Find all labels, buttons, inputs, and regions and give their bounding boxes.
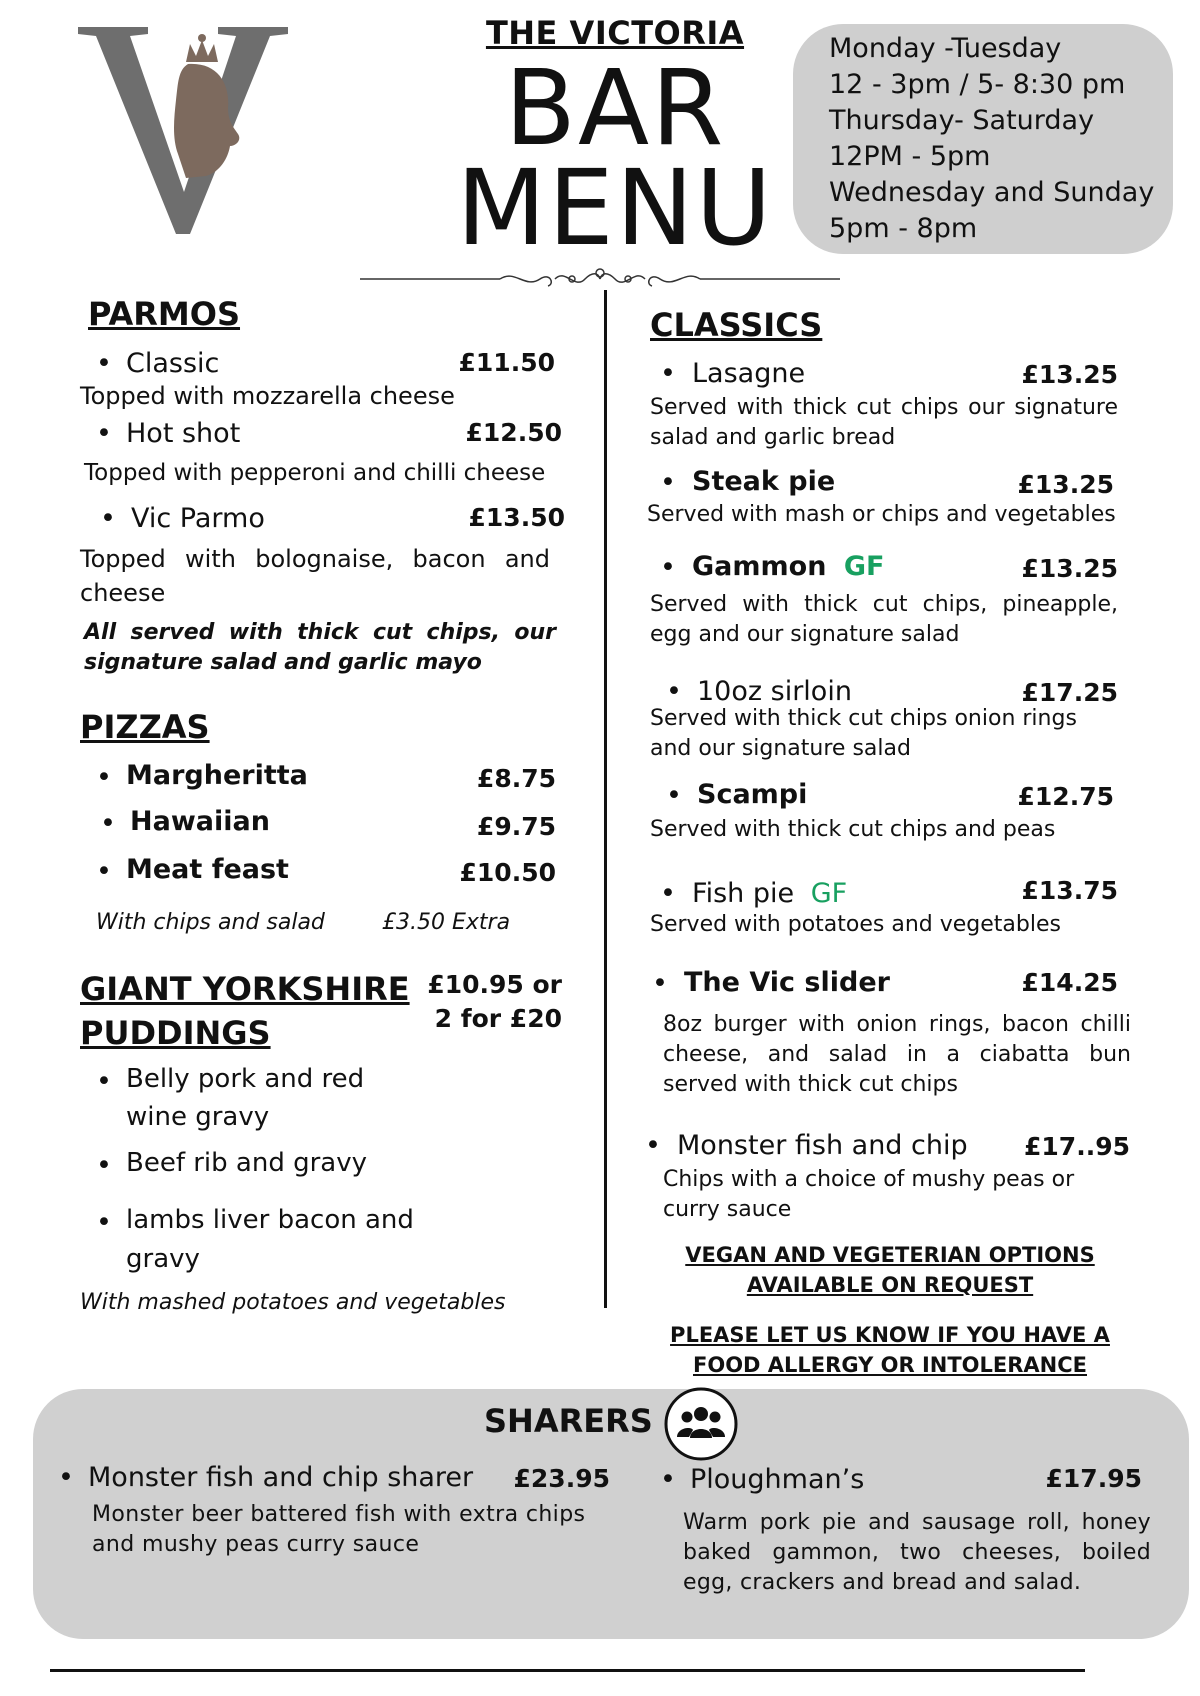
menu-item-price: £9.75 xyxy=(476,812,556,841)
sharer-item-description: Monster beer battered fish with extra chips and mushy peas curry sauce xyxy=(92,1502,586,1557)
yorkshire-price-line1: £10.95 or xyxy=(427,970,562,999)
menu-item-name: lambs liver bacon and xyxy=(126,1205,414,1235)
menu-item-description: Served with thick cut chips onion rings and our signature salad xyxy=(650,706,1077,761)
sharer-item-description: Warm pork pie and sausage roll, honey baked gammon, two cheeses, boiled egg, crackers and bread and salad. xyxy=(683,1510,1151,1595)
hours-line: 12 - 3pm / 5- 8:30 pm xyxy=(829,69,1126,100)
menu-item-description: 8oz burger with onion rings, bacon chilli cheese, and salad in a ciabatta bun served with thick cut chips xyxy=(663,1012,1131,1097)
menu-item-description: Served with thick cut chips, pineapple, egg and our signature salad xyxy=(650,592,1118,647)
menu-item-name: Classic xyxy=(126,348,220,379)
bullet: • xyxy=(660,358,676,389)
menu-item-name: Margheritta xyxy=(126,760,308,791)
bullet: • xyxy=(96,856,112,887)
menu-item-description: Topped with mozzarella cheese xyxy=(80,382,455,410)
bullet: • xyxy=(96,1207,112,1238)
menu-item-description: Served with thick cut chips and peas xyxy=(650,817,1056,842)
menu-item-description: Chips with a choice of mushy peas or curry sauce xyxy=(663,1167,1075,1222)
menu-item-name-line2: gravy xyxy=(126,1244,200,1274)
menu-item-price: £11.50 xyxy=(458,348,555,377)
hours-line: Thursday- Saturday xyxy=(829,105,1095,136)
bullet: • xyxy=(660,878,676,909)
menu-item-name-line2: wine gravy xyxy=(126,1102,270,1132)
title-bar: BAR xyxy=(504,47,726,169)
bullet: • xyxy=(100,808,116,839)
allergy-notice-line2: FOOD ALLERGY OR INTOLERANCE xyxy=(693,1353,1087,1377)
menu-item-description: Topped with pepperoni and chilli cheese xyxy=(84,460,546,486)
bullet: • xyxy=(96,1150,112,1181)
hours-line: 12PM - 5pm xyxy=(829,141,991,172)
menu-item-description: Served with potatoes and vegetables xyxy=(650,912,1061,937)
bullet: • xyxy=(660,467,676,498)
menu-item-price: £17..95 xyxy=(1024,1132,1130,1161)
allergy-notice xyxy=(650,1320,1130,1380)
section-heading-pizzas: PIZZAS xyxy=(80,708,210,746)
menu-item-price: £13.75 xyxy=(1021,876,1118,905)
section-heading-yorkshire-line1: GIANT YORKSHIRE xyxy=(80,970,410,1008)
menu-item-name: Hawaiian xyxy=(130,806,270,837)
menu-item-price: £8.75 xyxy=(476,764,556,793)
menu-item-price: £12.50 xyxy=(465,418,562,447)
title-menu: MENU xyxy=(456,147,774,269)
menu-item-description: Topped with bolognaise, bacon and cheese xyxy=(80,545,550,607)
bullet: • xyxy=(58,1462,74,1493)
menu-item-name: Lasagne xyxy=(692,358,806,389)
vegan-notice-line2: AVAILABLE ON REQUEST xyxy=(746,1273,1034,1297)
sharer-item-name: Ploughman’s xyxy=(690,1464,865,1495)
hours-line: 5pm - 8pm xyxy=(829,213,978,244)
yorkshire-note: With mashed potatoes and vegetables xyxy=(80,1290,506,1315)
section-heading-classics: CLASSICS xyxy=(650,306,823,344)
hours-line: Wednesday and Sunday xyxy=(829,177,1155,208)
menu-item-price: £10.50 xyxy=(459,858,556,887)
menu-item-price: £17.25 xyxy=(1021,678,1118,707)
menu-item-name: Fish pie xyxy=(692,878,795,909)
menu-item-name: Meat feast xyxy=(126,854,289,885)
menu-item-price: £12.75 xyxy=(1017,782,1114,811)
parmos-note: All served with thick cut chips, our signature salad and garlic mayo xyxy=(84,620,556,675)
ornament-divider-icon xyxy=(360,264,840,294)
menu-item-name: Gammon xyxy=(692,551,827,582)
opening-hours-box xyxy=(793,24,1173,254)
menu-item-name: Steak pie xyxy=(692,466,836,497)
menu-item-description: Served with mash or chips and vegetables xyxy=(647,502,1116,527)
column-divider xyxy=(604,290,607,1308)
vegan-notice xyxy=(650,1240,1130,1300)
gluten-free-badge: GF xyxy=(810,878,848,909)
menu-item-name: 10oz sirloin xyxy=(697,676,852,707)
menu-item-name: The Vic slider xyxy=(684,967,890,998)
section-heading-sharers: SHARERS xyxy=(484,1402,653,1440)
menu-item-name: Vic Parmo xyxy=(131,503,265,534)
bullet: • xyxy=(96,1066,112,1097)
menu-item-price: £13.25 xyxy=(1021,554,1118,583)
bullet: • xyxy=(96,348,112,379)
sharer-item-name: Monster fish and chip sharer xyxy=(88,1462,474,1493)
bullet: • xyxy=(660,1464,676,1495)
bottom-rule xyxy=(50,1669,1085,1672)
yorkshire-price-line2: 2 for £20 xyxy=(434,1004,562,1033)
pizza-extra-label: With chips and salad xyxy=(96,910,325,935)
menu-item-price: £13.25 xyxy=(1021,360,1118,389)
bullet: • xyxy=(645,1130,661,1161)
menu-item-name: Scampi xyxy=(697,779,808,810)
group-icon xyxy=(663,1386,739,1462)
menu-item-name: Hot shot xyxy=(126,418,241,449)
section-heading-parmos: PARMOS xyxy=(88,295,241,333)
bullet: • xyxy=(666,780,682,811)
bullet: • xyxy=(100,503,116,534)
menu-item-price: £13.50 xyxy=(468,503,565,532)
menu-item-price: £13.25 xyxy=(1017,470,1114,499)
gluten-free-badge: GF xyxy=(843,551,885,582)
menu-item-name-group xyxy=(692,551,884,582)
bullet: • xyxy=(666,676,682,707)
bullet: • xyxy=(652,968,668,999)
sharer-item-price: £17.95 xyxy=(1045,1464,1142,1493)
bullet: • xyxy=(660,552,676,583)
victoria-logo xyxy=(78,22,288,237)
title-the-victoria: THE VICTORIA xyxy=(485,14,745,52)
sharer-item-price: £23.95 xyxy=(513,1464,610,1493)
menu-item-name: Monster fish and chip xyxy=(677,1130,968,1161)
vegan-notice-line1: VEGAN AND VEGETERIAN OPTIONS xyxy=(685,1243,1095,1267)
menu-item-name-group xyxy=(692,878,847,909)
bullet: • xyxy=(96,762,112,793)
section-heading-yorkshire-line2: PUDDINGS xyxy=(80,1014,271,1052)
menu-item-price: £14.25 xyxy=(1021,968,1118,997)
menu-item-name: Beef rib and gravy xyxy=(126,1148,368,1178)
menu-item-description: Served with thick cut chips our signature salad and garlic bread xyxy=(650,395,1118,450)
hours-line: Monday -Tuesday xyxy=(829,33,1062,64)
allergy-notice-line1: PLEASE LET US KNOW IF YOU HAVE A xyxy=(670,1323,1110,1347)
bullet: • xyxy=(96,418,112,449)
menu-item-name: Belly pork and red xyxy=(126,1064,365,1094)
pizza-extra-price: £3.50 Extra xyxy=(382,910,511,935)
